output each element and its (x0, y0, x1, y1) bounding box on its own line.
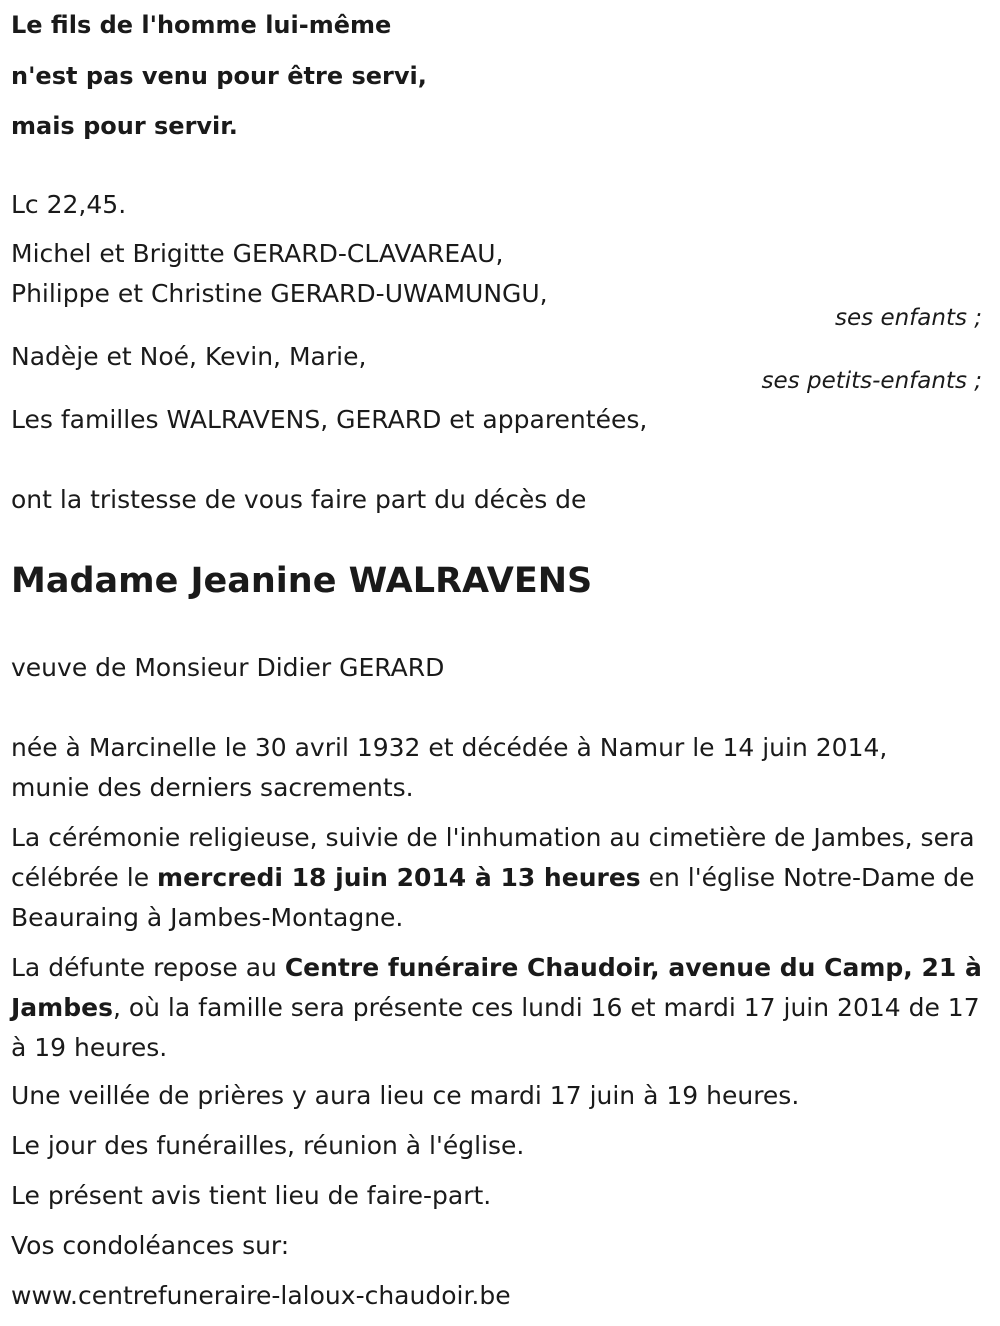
children-label: ses enfants ; (835, 305, 982, 331)
bible-reference: Lc 22,45. (11, 190, 127, 219)
grandchildren-label: ses petits-enfants ; (761, 368, 982, 394)
widow-of-line: veuve de Monsieur Didier GERARD (11, 653, 445, 682)
birth-death-line-1: née à Marcinelle le 30 avril 1932 et décédée à Namur le 14 juin 2014, (11, 733, 888, 762)
ceremony-datetime: mercredi 18 juin 2014 à 13 heures (157, 863, 641, 892)
condolences-label: Vos condoléances sur: (11, 1231, 290, 1260)
announcement-line: ont la tristesse de vous faire part du décès de (11, 485, 587, 514)
repose-details: , où la famille sera présente ces lundi 16 et mardi 17 juin 2014 de 17 à 19 heures. (11, 993, 980, 1062)
deceased-name: Madame Jeanine WALRAVENS (11, 561, 593, 601)
repose-location: Centre funéraire Chaudoir, avenue du Camp, 21 à Jambes (11, 953, 982, 1022)
quote-line-3: mais pour servir. (11, 112, 238, 140)
notice-line: Le présent avis tient lieu de faire-part. (11, 1181, 492, 1210)
ceremony-intro: La cérémonie religieuse, suivie de l'inhumation au cimetière de Jambes, sera célébrée le (11, 823, 975, 892)
ceremony-place: en l'église Notre-Dame de Beauraing à Jambes-Montagne. (11, 863, 975, 932)
ceremony-paragraph (11, 818, 986, 938)
families-line: Les familles WALRAVENS, GERARD et apparentées, (11, 405, 648, 434)
repose-intro: La défunte repose au (11, 953, 285, 982)
birth-death-line-2: munie des derniers sacrements. (11, 773, 414, 802)
quote-line-2: n'est pas venu pour être servi, (11, 62, 427, 90)
funeral-day-line: Le jour des funérailles, réunion à l'église. (11, 1131, 525, 1160)
vigil-line: Une veillée de prières y aura lieu ce mardi 17 juin à 19 heures. (11, 1081, 800, 1110)
children-line-2: Philippe et Christine GERARD-UWAMUNGU, (11, 279, 548, 308)
repose-paragraph (11, 948, 986, 1068)
condolences-url-link[interactable]: www.centrefuneraire-laloux-chaudoir.be (11, 1281, 511, 1310)
quote-line-1: Le fils de l'homme lui-même (11, 11, 392, 39)
children-line-1: Michel et Brigitte GERARD-CLAVAREAU, (11, 239, 504, 268)
grandchildren-names: Nadèje et Noé, Kevin, Marie, (11, 342, 367, 371)
